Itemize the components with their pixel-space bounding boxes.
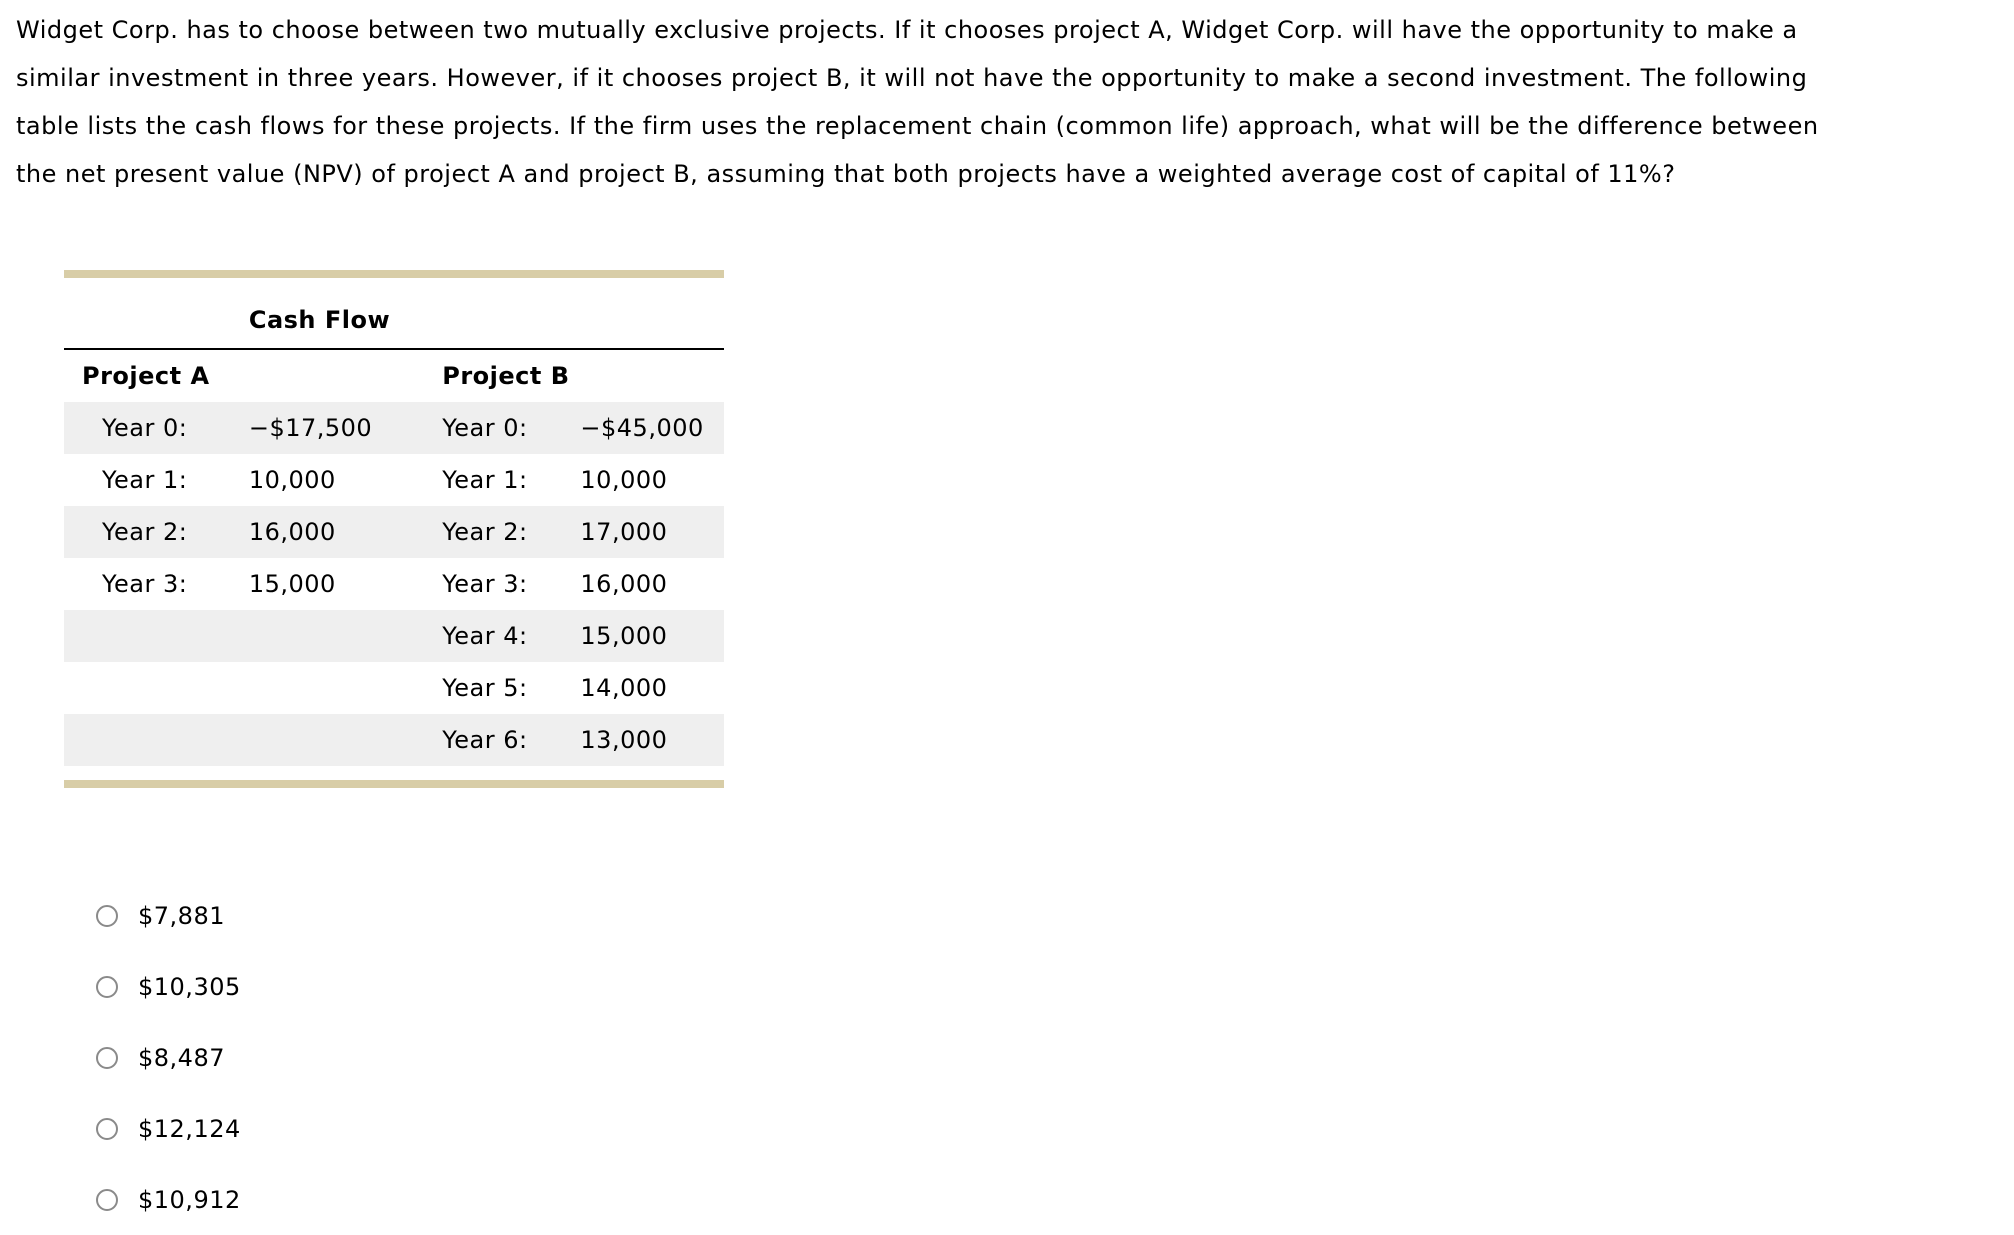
cash-flow-title: Cash Flow: [249, 292, 424, 349]
project-b-year: Year 4:: [424, 610, 580, 662]
answer-option-label: $7,881: [138, 901, 225, 930]
project-b-year: Year 3:: [442, 570, 528, 598]
table-row: [64, 610, 724, 662]
project-b-cash-flow: −$45,000: [580, 402, 724, 454]
radio-button[interactable]: [96, 976, 118, 998]
project-b-cash-flow: 16,000: [580, 570, 668, 598]
table-bottom-rule: [64, 780, 724, 788]
project-b-year: Year 0:: [424, 402, 580, 454]
project-b-cash-flow: 17,000: [580, 506, 724, 558]
project-a-year: Year 1:: [102, 466, 188, 494]
table-row: [64, 402, 724, 454]
table-row: [64, 662, 724, 714]
project-a-cash-flow: [249, 610, 424, 662]
project-b-cash-flow: 13,000: [580, 714, 724, 766]
project-a-year: Year 3:: [102, 570, 188, 598]
answer-option[interactable]: [96, 1093, 241, 1164]
project-a-year: [64, 610, 249, 662]
answer-option[interactable]: [96, 880, 241, 951]
project-b-header: Project B: [442, 362, 570, 390]
answer-option[interactable]: [96, 1022, 241, 1093]
project-a-cash-flow: 15,000: [248, 570, 336, 598]
table-header-row: [64, 292, 724, 349]
project-b-cash-flow: 14,000: [580, 674, 668, 702]
project-b-year: Year 5:: [442, 674, 528, 702]
project-a-cash-flow: [249, 662, 424, 714]
table-row: [64, 714, 724, 766]
project-a-header: Project A: [82, 362, 210, 390]
radio-button[interactable]: [96, 1118, 118, 1140]
project-a-cash-flow: [249, 714, 424, 766]
project-a-year: [64, 714, 249, 766]
project-b-year: Year 6:: [424, 714, 580, 766]
answer-options: [96, 880, 241, 1235]
project-b-year: Year 1:: [442, 466, 528, 494]
table-row: [64, 454, 724, 506]
table-row: [64, 506, 724, 558]
project-a-year: [64, 662, 249, 714]
project-a-cash-flow: −$17,500: [249, 402, 424, 454]
project-a-cash-flow: 16,000: [249, 506, 424, 558]
radio-button[interactable]: [96, 1047, 118, 1069]
radio-button[interactable]: [96, 1189, 118, 1211]
project-a-cash-flow: 10,000: [248, 466, 336, 494]
answer-option-label: $8,487: [138, 1043, 225, 1072]
answer-option-label: $10,305: [138, 972, 241, 1001]
project-b-cash-flow: 15,000: [580, 610, 724, 662]
table-top-rule: [64, 270, 724, 278]
project-a-year: Year 2:: [64, 506, 249, 558]
project-b-cash-flow: 10,000: [580, 466, 668, 494]
cash-flow-table: [64, 270, 724, 788]
project-b-year: Year 2:: [424, 506, 580, 558]
project-header-row: [64, 349, 724, 402]
answer-option-label: $12,124: [138, 1114, 241, 1143]
table-row: [64, 558, 724, 610]
answer-option[interactable]: [96, 1164, 241, 1235]
answer-option[interactable]: [96, 951, 241, 1022]
question-text: Widget Corp. has to choose between two mutually exclusive projects. If it chooses project A, Widget Corp. will have the opportunity to make a similar investment in three years. However, if it chooses project B, it will not have the opportunity to make a second investment. The following table lists the cash flows for these projects. If the firm uses the replacement chain (common life) approach, what will be the difference between the net present value (NPV) of project A and project B, assuming that both projects have a weighted average cost of capital of 11%?: [16, 16, 1819, 188]
project-a-year: Year 0:: [64, 402, 249, 454]
radio-button[interactable]: [96, 905, 118, 927]
answer-option-label: $10,912: [138, 1185, 241, 1214]
